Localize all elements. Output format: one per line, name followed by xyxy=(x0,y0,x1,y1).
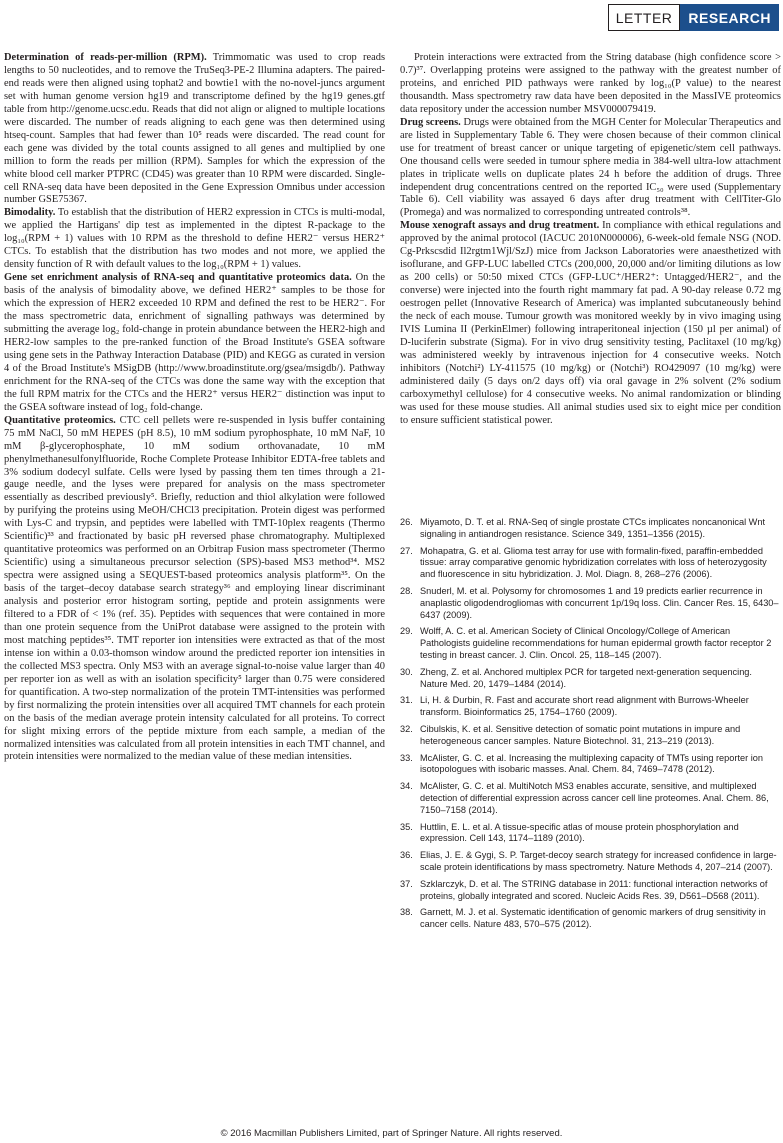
reference-text: McAlister, G. C. et al. MultiNotch MS3 enables accurate, sensitive, and multiplexed detection of differential expression across cancer cell line proteomes. Anal. Chem. 86, 7150–7158 (2014). xyxy=(420,781,769,815)
reference-text: Zheng, Z. et al. Anchored multiplex PCR for targeted next-generation sequencing. Nature Med. 20, 1479–1484 (2014). xyxy=(420,666,752,689)
reference-item xyxy=(400,586,781,621)
reference-item xyxy=(400,822,781,846)
right-column xyxy=(400,52,781,428)
proteomics-paragraph xyxy=(4,415,385,765)
reference-text: McAlister, G. C. et al. Increasing the multiplexing capacity of TMTs using reporter ion isotopologues with isobaric masses. Anal. Chem. 84, 7469–7478 (2012). xyxy=(420,752,763,775)
reference-number: 33. xyxy=(400,752,413,763)
reference-number: 35. xyxy=(400,821,413,832)
section-tags xyxy=(608,4,779,31)
bimodality-text: To establish that the distribution of HER2 expression in CTCs is multi-modal, we applied the Hartigans' dip test as implemented in the diptest R-package to the log₁₀(RPM + 1) values with 10 RPM as the threshold to define HER2⁻ versus HER2⁺ CTCs. To establish that the distribution has two modes and not more, we applied the density function of R with default values to the log₁₀(RPM + 1) values. xyxy=(4,207,386,271)
reference-text: Huttlin, E. L. et al. A tissue-specific atlas of mouse protein phosphorylation and expression. Cell 143, 1174–1189 (2010). xyxy=(420,821,739,844)
research-tag: RESEARCH xyxy=(680,4,779,31)
bimodality-heading: Bimodality. xyxy=(4,207,56,219)
reference-item xyxy=(400,546,781,581)
drug-heading: Drug screens. xyxy=(400,116,461,128)
gsea-heading: Gene set enrichment analysis of RNA-seq and quantitative proteomics data. xyxy=(4,272,352,284)
reference-item xyxy=(400,907,781,931)
reference-item xyxy=(400,667,781,691)
reference-number: 37. xyxy=(400,878,413,889)
bimodality-paragraph xyxy=(4,207,385,272)
reference-text: Mohapatra, G. et al. Glioma test array for use with formalin-fixed, paraffin-embedded tissue: array comparative genomic hybridization correlates with loss of heterozygosity and fluorescence in situ hybridization. J. Mol. Diagn. 8, 268–276 (2006). xyxy=(420,545,767,580)
reference-item xyxy=(400,850,781,874)
reference-item xyxy=(400,724,781,748)
letter-tag: LETTER xyxy=(608,4,681,31)
reference-number: 28. xyxy=(400,585,413,596)
xeno-paragraph xyxy=(400,220,781,427)
rpm-text: Trimmomatic was used to crop reads lengths to 50 nucleotides, and to remove the TruSeq3-PE-2 Illumina adapters. The paired-end reads were then aligned using tophat2 and bowtie1 with the no-novel-juncs argument set with human genome version hg19 and transcriptome defined by the hg19 genes.gtf table from http://genome.ucsc.edu. Reads that did not align or aligned to multiple locations were discarded. The number of reads aligning to each gene was then determined using htseq-count. Samples that had fewer than 10⁵ reads were discarded. The read count for each gene was divided by the total counts assigned to all genes and multiplied by one million to form the reads per million (RPM). Samples for which the expression of the white blood cell marker PTPRC (CD45) was greater than 10 RPM were discarded. Single-cell RNA-seq data have been deposited in the Gene Expression Omnibus under accession number GSE75367. xyxy=(4,52,386,206)
rpm-heading: Determination of reads-per-million (RPM). xyxy=(4,52,207,63)
gsea-text: On the basis of the analysis of bimodality above, we defined HER2⁺ samples to be those for which the expression of HER2 exceeded 10 RPM and defined the rest to be HER2⁻. For the mass spectrometric data, enrichment of signalling pathways was determined by submitting the average log₂ fold-change in protein abundance between the HER2-high and HER2-low samples to the pre-ranked function of the Broad Institute's GSEA software using gene sets in the Pathway Interaction Database (PID) and KEGG as curated in version 4 of the Broad Institute's MSigDB (http://www.broadinstitute.org/gsea/msigdb/). Pathway enrichment for the RNA-seq of the CTCs was done the same way with the exception that the full RPM matrix for the CTCs and the HER2⁺ versus HER2⁻ distinction was input to the GSEA software instead of log₂ fold-change. xyxy=(4,272,385,413)
reference-text: Cibulskis, K. et al. Sensitive detection of somatic point mutations in impure and heterogeneous cancer samples. Nature Biotechnol. 31, 213–219 (2013). xyxy=(420,723,741,746)
reference-item xyxy=(400,695,781,719)
string-paragraph xyxy=(400,52,781,117)
reference-number: 26. xyxy=(400,517,413,527)
reference-item xyxy=(400,517,781,541)
xeno-heading: Mouse xenograft assays and drug treatment. xyxy=(400,220,600,232)
reference-item xyxy=(400,879,781,903)
reference-text: Garnett, M. J. et al. Systematic identification of genomic markers of drug sensitivity in cancer cells. Nature 483, 570–575 (2012). xyxy=(420,907,766,930)
string-text: Protein interactions were extracted from the String database (high confidence score > 0.7)³⁷. Overlapping proteins were assigned to the pathway with the greatest number of proteins, and enriched PID pathways were ranked by log₁₀(P value) to the nearest thousandth. Mass spectrometry raw data have been deposited in the MassIVE proteomics data repository under the accession number MSV000079419. xyxy=(400,52,781,115)
reference-number: 29. xyxy=(400,626,413,637)
reference-item xyxy=(400,781,781,816)
reference-text: Snuderl, M. et al. Polysomy for chromosomes 1 and 19 predicts earlier recurrence in anaplastic oligodendrogliomas with concurrent 1p/19q loss. Clin. Cancer Res. 15, 6430–6437 (2009). xyxy=(420,585,779,620)
reference-list xyxy=(400,517,781,936)
proteomics-text: CTC cell pellets were re-suspended in lysis buffer containing 75 mM NaCl, 50 mM HEPES (pH 8.5), 10 mM sodium pyrophosphate, 10 mM NaF, 10 mM β-glycerophosphate, 10 mM sodium orthovanadate, 10 mM phenylmethanesulfonylfluoride, Roche Complete Protease Inhibitor EDTA-free tablets and 3% sodium dodecyl sulfate. Cells were lysed by passing them ten times through a 21-gauge needle, and the lyses were prepared for analysis on the mass spectrometer essentially as described previously⁵. Briefly, reduction and thiol alkylation were followed by purifying the proteins using MeOH/CHCl3 precipitation. Protein digest was performed with Lys-C and trypsin, and peptides were labelled with TMT-10plex reagents (Thermo Scientific)³³ and fractionated by basic pH reversed phase chromatography. Multiplexed quantitative proteomics was performed on an Orbitrap Fusion mass spectrometer (Thermo Scientific) using a simultaneous precursor selection (SPS)-based MS3 method³⁴. MS2 spectra were assigned using a SEQUEST-based proteomics analysis platform³⁵. On the basis of the target–decoy database search strategy³⁶ and employing linear discriminant analysis and posterior error histogram sorting, peptide and protein assignments were filtered to a FDR of < 1% (ref. 35). Peptides with sequences that were contained in more than one protein sequence from the UniProt database were assigned to the protein with most matching peptides³⁵. TMT reporter ion intensities were extracted as that of the most intense ion within a 0.03-thomson window around the predicted reporter ion intensities in the collected MS3 spectra. Only MS3 with an average signal-to-noise value larger than 40 per reporter ion as well as with an isolation specificity⁵ larger than 0.75 were considered for quantification. A two-step normalization of the protein TMT-intensities was performed by first normalizing the protein intensities over all acquired TMT channels for each protein on the basis of the median average protein intensity calculated for all proteins. To correct for slight mixing errors of the peptide mixture from each sample, a median of the normalized intensities was calculated from all protein intensities in each TMT channel, and protein intensities were normalized to the median value of these median intensities. xyxy=(4,414,386,763)
gsea-paragraph xyxy=(4,272,385,414)
reference-text: Wolff, A. C. et al. American Society of Clinical Oncology/College of American Pathologists guideline recommendations for human epidermal growth factor receptor 2 testing in breast cancer. J. Clin. Oncol. 25, 118–145 (2007). xyxy=(420,626,772,660)
reference-item xyxy=(400,753,781,777)
reference-number: 30. xyxy=(400,666,413,677)
reference-number: 34. xyxy=(400,781,413,792)
reference-number: 32. xyxy=(400,723,413,734)
proteomics-heading: Quantitative proteomics. xyxy=(4,414,116,426)
left-column xyxy=(4,52,385,764)
reference-number: 36. xyxy=(400,850,413,861)
reference-text: Li, H. & Durbin, R. Fast and accurate short read alignment with Burrows-Wheeler transform. Bioinformatics 25, 1754–1760 (2009). xyxy=(420,695,749,718)
reference-number: 38. xyxy=(400,907,413,918)
reference-item xyxy=(400,626,781,661)
copyright-footer: © 2016 Macmillan Publishers Limited, part of Springer Nature. All rights reserved. xyxy=(220,1128,563,1139)
reference-text: Szklarczyk, D. et al. The STRING database in 2011: functional interaction networks of proteins, globally integrated and scored. Nucleic Acids Res. 39, D561–D568 (2011). xyxy=(420,878,768,901)
reference-number: 27. xyxy=(400,545,413,556)
rpm-paragraph xyxy=(4,52,385,207)
drug-paragraph xyxy=(400,117,781,221)
reference-text: Elias, J. E. & Gygi, S. P. Target-decoy search strategy for increased confidence in large-scale protein identifications by mass spectrometry. Nature Methods 4, 207–214 (2007). xyxy=(420,850,777,872)
reference-text: Miyamoto, D. T. et al. RNA-Seq of single prostate CTCs implicates noncanonical Wnt signaling in antiandrogen resistance. Science 349, 1351–1356 (2015). xyxy=(420,517,766,539)
xeno-text: In compliance with ethical regulations and approved by the animal protocol (IACUC 2010N000006), 6-week-old female NSG (NOD. Cg-Prkscsdid Il2rgtm1Wjl/SzJ) mice from Jackson Laboratories were anaesthetized with isoflurane, and GFP-LUC labelled CTCs (200,000, 20,000 and/or limiting dilutions as low as 200 cells) or 50:50 mixed CTCs (GFP-LUC⁺/HER2⁺: Untagged/HER2⁻, and the converse) were injected into the fourth right mammary fat pad. A 90-day release 0.72 mg oestrogen pellet (Innovative Research of America) was implanted subcutaneously behind the neck of each mouse. Tumour growth was monitored weekly by in vivo imaging using IVIS Lumina II (PerkinElmer) following intraperitoneal injection (150 µl per animal) of D-luciferin substrate (Sigma). For in vivo drug sensitivity testing, Paclitaxel (10 mg/kg) was administered weekly by intravenous injection for 4 consecutive weeks. Notch inhibitors (Notchi²) LY-411575 (10 mg/kg) or (Notchi³) RO429097 (10 mg/kg) were administered daily (5 days on/2 days off) via oral gavage in 2% solvent (2% sodium carboxymethyl cellulose) for 4 consecutive weeks. No animal randomization or blinding was used for these mouse studies. All animal studies used six to eight mice per condition to ensure sufficient statistical power. xyxy=(400,220,782,426)
drug-text: Drugs were obtained from the MGH Center for Molecular Therapeutics and are listed in Supplementary Table 6. They were chosen because of their common clinical use for treatment of breast cancer or unique targeting of epigenetic/stem cell pathways. One thousand cells were seeded in tumour sphere media in 384-well ultra-low attachment plates in triplicate wells on duplicate plates 24 h before the addition of drugs. Three independent drug concentrations centred on the reported IC₅₀ were used (Supplementary Table 6). Cell viability was assayed 6 days after drug treatment with CellTiter-Glo (Promega) and was normalized to corresponding untreated controls³⁸. xyxy=(400,116,782,219)
reference-number: 31. xyxy=(400,695,413,706)
